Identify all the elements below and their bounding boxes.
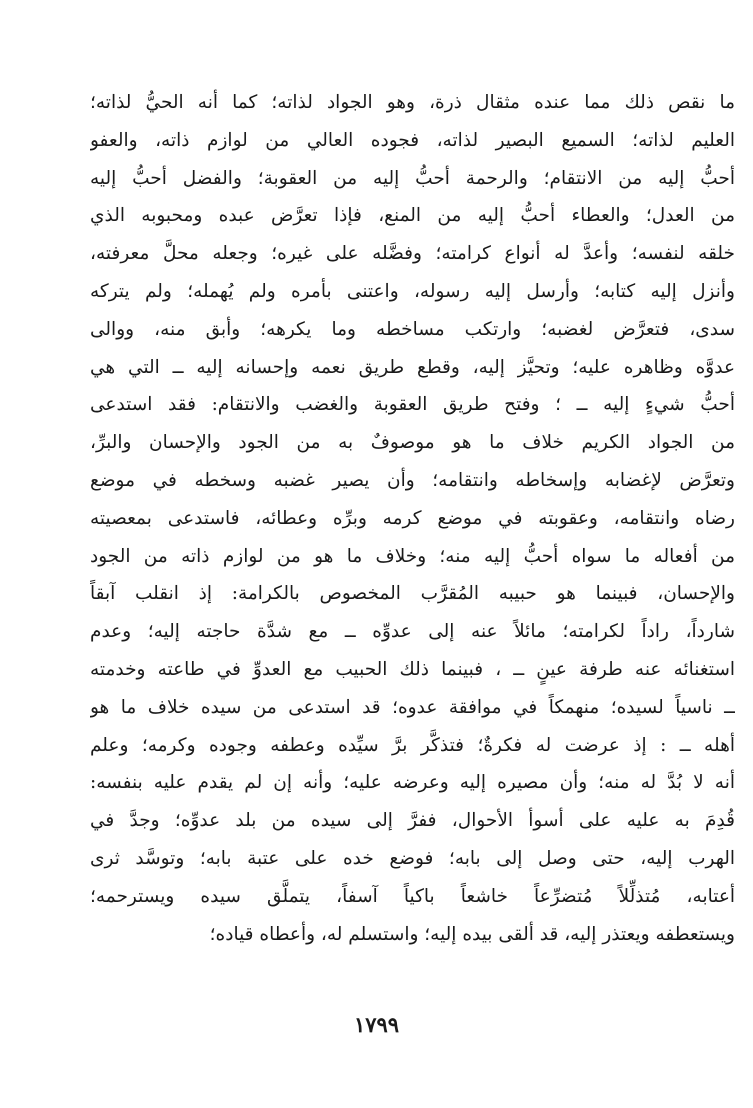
page-number: ١٧٩٩ (353, 1012, 400, 1037)
text-line: من الجواد الكريم خلاف ما هو موصوفٌ به من الجود والإحسان والبرِّ، (90, 432, 735, 454)
text-line: وتعرَّض لإغضابه وإسخاطه وانتقامه؛ وأن يصير غضبه وسخطه في موضع (90, 469, 735, 491)
text-line: العليم لذاته؛ السميع البصير لذاته، فجوده العالي من لوازم ذاته، والعفو (90, 129, 735, 151)
text-line: وأنزل إليه كتابه؛ وأرسل إليه رسوله، واعتنى بأمره ولم يُهمله؛ ولم يتركه (90, 280, 735, 302)
text-line: شارداً، راداً لكرامته؛ مائلاً عنه إلى عدوِّه ــ مع شدَّة حاجته إليه؛ وعدم (90, 621, 735, 643)
text-line: قُدِمَ به عليه على أسوأ الأحوال، ففرَّ إلى سيده من بلد عدوِّه؛ وجدَّ في (90, 810, 735, 832)
text-line: استغنائه عنه طرفة عينٍ ــ ، فبينما ذلك الحبيب مع العدوِّ في طاعته وخدمته (90, 658, 735, 680)
text-line: من أفعاله ما سواه أحبُّ إليه منه؛ وخلاف ما هو من لوازم ذاته من الجود (90, 545, 735, 567)
text-line: عدوَّه وظاهره عليه؛ وتحيَّز إليه، وقطع طريق نعمه وإحسانه إليه ــ التي هي (90, 356, 735, 378)
text-line: رضاه وانتقامه، وعقوبته في موضع كرمه وبرِّه وعطائه، فاستدعى بمعصيته (90, 507, 735, 529)
text-line: ــ ناسياً لسيده؛ منهمكاً في موافقة عدوه؛ قد استدعى من سيده خلاف ما هو (90, 696, 735, 718)
body-text (90, 84, 735, 953)
text-line: الهرب إليه، حتى وصل إلى بابه؛ فوضع خده على عتبة بابه؛ وتوسَّد ثرى (90, 847, 735, 869)
text-line: أحبُّ شيءٍ إليه ــ ؛ وفتح طريق العقوبة والغضب والانتقام: فقد استدعى (90, 394, 735, 416)
text-line: خلقه لنفسه؛ وأعدَّ له أنواع كرامته؛ وفضَّله على غيره؛ وجعله محلَّ معرفته، (90, 243, 735, 265)
text-line: أنه لا بُدَّ له منه؛ وأن مصيره إليه وعرضه عليه؛ وأنه إن لم يقدم عليه بنفسه: (90, 772, 735, 794)
text-line: أعتابه، مُتذلِّلاً مُتضرِّعاً خاشعاً باكياً آسفاً، يتملَّق سيده ويسترحمه؛ (90, 885, 735, 907)
text-line: أحبُّ إليه من الانتقام؛ والرحمة أحبُّ إليه من العقوبة؛ والفضل أحبُّ إليه (90, 167, 735, 189)
text-line: من العدل؛ والعطاء أحبُّ إليه من المنع، فإذا تعرَّض عبده ومحبوبه الذي (90, 205, 735, 227)
text-line: والإحسان، فبينما هو حبيبه المُقرَّب المخصوص بالكرامة: إذ انقلب آبقاً (90, 583, 735, 605)
text-line: أهله ــ : إذ عرضت له فكرةٌ؛ فتذكَّر برَّ سيِّده وعطفه وجوده وكرمه؛ وعلم (90, 734, 735, 756)
text-line: سدى، فتعرَّض لغضبه؛ وارتكب مساخطه وما يكرهه؛ وأبق منه، ووالى (90, 318, 735, 340)
text-line: ويستعطفه ويعتذر إليه، قد ألقى بيده إليه؛ واستسلم له، وأعطاه قياده؛ (209, 923, 735, 945)
text-line: ما نقص ذلك مما عنده مثقال ذرة، وهو الجواد لذاته؛ كما أنه الحيُّ لذاته؛ (90, 92, 735, 113)
